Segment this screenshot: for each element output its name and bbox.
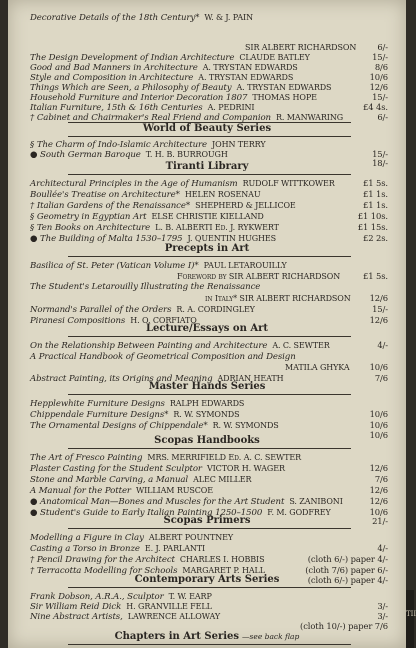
list-item: The Student's Letarouilly Illustrating the Renaissance [30,282,261,292]
list-item: Style and Composition in Architecture A. TRYSTAN EDWARDS 10/6 [30,72,388,83]
list-item: Italian Furniture, 15th & 16th Centuries A. PEDRINI £4 4s. [30,102,388,113]
section-heading [8,630,406,643]
section-heading: Lecture/Essays on Art [145,323,268,334]
series-note: —see back flap [242,632,300,641]
section-heading: Master Hands Series [148,381,266,392]
section-heading: Scopas Handbooks [154,435,260,446]
list-item: Household Furniture and Interior Decoration 1807 THOMAS HOPE 15/- [30,92,388,103]
list-item: A Practical Handbook of Geometrical Composition and Design [30,352,296,362]
list-item: § The Charm of Indo-Islamic Architecture JOHN TERRY [30,140,266,150]
list-item: Chippendale Furniture Designs* R. W. SYMONDS 10/6 [30,409,388,420]
list-item: SIR ALBERT RICHARDSON 6/- [245,42,388,52]
edge-text: TII [406,610,416,618]
series-title: Chapters in Art Series [114,631,240,642]
section-heading: Contemporary Arts Series [134,574,280,585]
section-heading: Precepts in Art [164,243,250,254]
list-item: Hepplewhite Furniture Designs RALPH EDWARDS [30,399,245,409]
list-item: † Cabinet and Chairmaker's Real Friend and Companion R. MANWARING 6/- [30,112,388,123]
list-item: Architectural Principles in the Age of Humanism RUDOLF WITTKOWER £1 5s. [30,178,388,189]
list-item: (cloth 6/-) paper 4/- [307,575,388,585]
list-item: A Manual for the Potter WILLIAM RUSCOE 12/6 [30,485,388,496]
list-item: ● Anatomical Man—Bones and Muscles for the Art Student S. ZANIBONI 12/6 [30,496,388,507]
divider [68,394,351,395]
section-heading: Tiranti Library [165,161,249,172]
divider [68,644,351,645]
list-item: (cloth 10/-) paper 7/6 [300,621,388,631]
list-item: Modelling a Figure in Clay ALBERT POUNTNEY [30,533,234,543]
list-item: Foreword by SIR ALBERT RICHARDSON £1 5s. [177,271,388,281]
list-item: Plaster Casting for the Student Sculptor VICTOR H. WAGER 12/6 [30,463,388,474]
list-item: MATILA GHYKA 10/6 [285,362,388,372]
catalogue-page [8,0,406,648]
list-item: Basilica of St. Peter (Vatican Volume I)* PAUL LETAROUILLY [30,261,287,271]
list-item: Stone and Marble Carving, a Manual ALEC MILLER 7/6 [30,474,388,485]
list-item: The Design Development of Indian Architecture CLAUDE BATLEY 15/- [30,52,388,63]
list-item: Abstract Painting, its Origins and Meaning ADRIAN HEATH 7/6 [30,373,388,384]
divider [68,174,351,175]
list-item: § Geometry in Egyptian Art ELSE CHRISTIE KIELLAND £1 10s. [30,211,388,222]
list-item: 21/- [372,516,388,526]
list-item: † Italian Gardens of the Renaissance* SHEPHERD & JELLICOE £1 1s. [30,200,388,211]
list-item: The Ornamental Designs of Chippendale* R. W. SYMONDS 10/6 [30,420,388,431]
list-item: in Italy* SIR ALBERT RICHARDSON 12/6 [205,293,388,303]
list-item: ● South German Baroque T. H. B. BURROUGH 15/- [30,149,388,160]
divider [68,336,351,337]
edge-tab [406,590,414,648]
list-item: † Pencil Drawing for the Architect CHARLES I. HOBBIS (cloth 6/-) paper 4/- [30,554,388,565]
divider [68,448,351,449]
list-item: The Art of Fresco Painting MRS. MERRIFIELD Ed. A. C. SEWTER [30,453,302,463]
list-item: Frank Dobson, A.R.A., Sculptor T. W. EARP [30,592,212,602]
list-item: Casting a Torso in Bronze E. J. PARLANTI 4/- [30,543,388,554]
list-item: On the Relationship Between Painting and Architecture A. C. SEWTER 4/- [30,340,388,351]
list-item: § Ten Books on Architecture L. B. ALBERTI Ed. J. RYKWERT £1 15s. [30,222,388,233]
list-item: Boullée's Treatise on Architecture* HELEN ROSENAU £1 1s. [30,189,388,200]
list-item: Decorative Details of the 18th Century* W. & J. PAIN [30,13,253,23]
divider [68,136,351,137]
section-heading: World of Beauty Series [142,123,272,134]
divider [68,587,351,588]
list-item: Sir William Reid Dick H. GRANVILLE FELL 3/- [30,601,388,612]
divider [68,528,351,529]
list-item: 18/- [372,158,388,168]
divider [68,256,351,257]
list-item: Normand's Parallel of the Orders R. A. CORDINGLEY 15/- [30,304,388,315]
list-item: Nine Abstract Artists, LAWRENCE ALLOWAY 3/- [30,611,388,622]
list-item: ● Student's Guide to Early Italian Painting 1250–1500 F. M. GODFREY 10/6 [30,507,388,518]
list-item: 10/6 [369,430,388,440]
section-heading: Scopas Primers [163,515,251,526]
list-item: Piranesi Compositions H. O. CORFIATO 12/6 [30,315,388,326]
list-item: † Terracotta Modelling for Schools MARGARET P. HALL (cloth 7/6) paper 6/- [30,565,388,576]
list-item: ● The Building of Malta 1530–1795 J. QUENTIN HUGHES £2 2s. [30,233,388,244]
list-item: Things Which are Seen, a Philosophy of Beauty A. TRYSTAN EDWARDS 12/6 [30,82,388,93]
list-item: Good and Bad Manners in Architecture A. TRYSTAN EDWARDS 8/6 [30,62,388,73]
